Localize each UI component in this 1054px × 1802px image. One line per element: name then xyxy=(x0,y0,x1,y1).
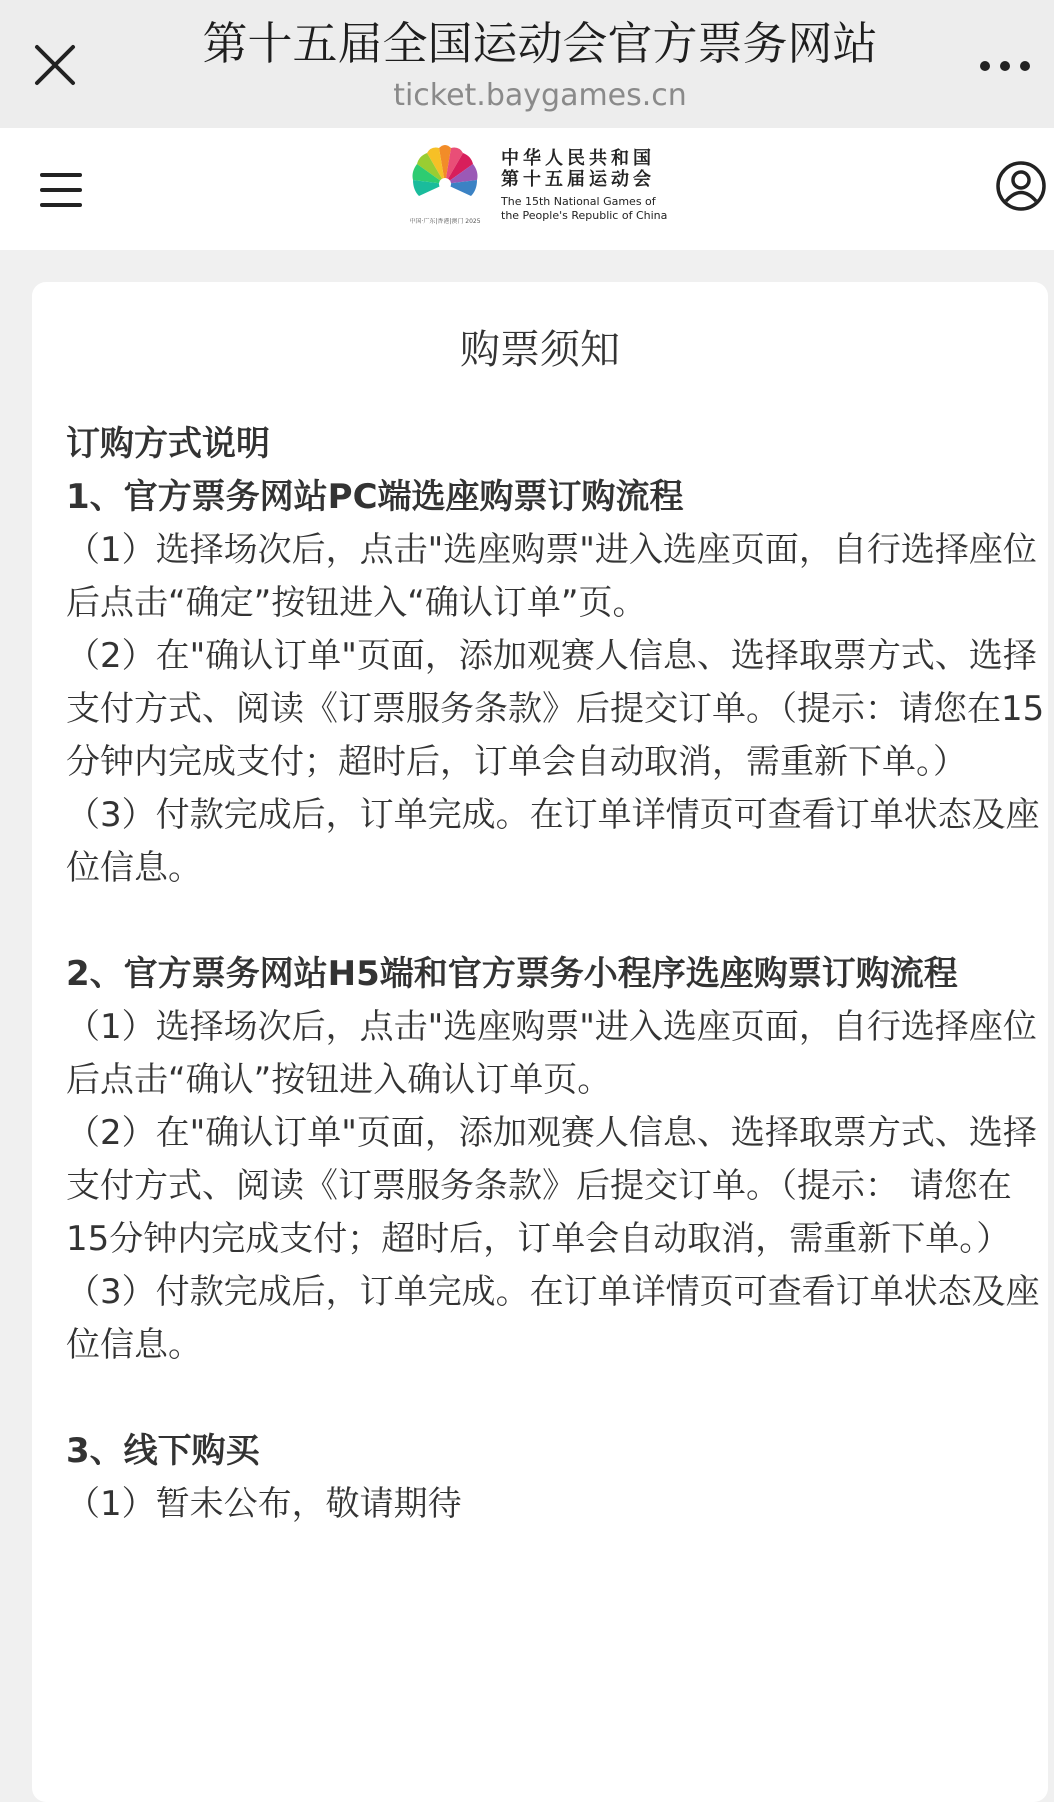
section-3-step-1: （1）暂未公布，敬请期待 xyxy=(66,1484,462,1524)
browser-top-bar xyxy=(0,0,1054,128)
notice-content xyxy=(66,418,1048,1531)
more-button[interactable] xyxy=(975,48,1035,84)
section-3-heading: 3、线下购买 xyxy=(66,1431,260,1471)
section-2-step-3: （3）付款完成后，订单完成。在订单详情页可查看订单状态及座位信息。 xyxy=(66,1272,1040,1365)
section-2-heading: 2、官方票务网站H5端和官方票务小程序选座购票订购流程 xyxy=(66,954,958,994)
close-icon xyxy=(30,40,80,90)
spacer xyxy=(66,895,1048,948)
logo-english-text xyxy=(501,195,667,223)
logo-emblem-icon xyxy=(405,144,485,236)
page-title: 第十五届全国运动会官方票务网站 xyxy=(202,17,878,70)
section-1-step-1: （1）选择场次后，点击"选座购票"进入选座页面，自行选择座位后点击“确定”按钮进入“确认订单”页。 xyxy=(66,530,1037,623)
logo-cn-line2: 第十五届运动会 xyxy=(501,169,655,190)
section-1-heading: 1、官方票务网站PC端选座购票订购流程 xyxy=(66,477,684,517)
user-account-button[interactable] xyxy=(995,160,1047,212)
close-button[interactable] xyxy=(30,40,80,90)
more-icon xyxy=(975,48,1035,84)
page-url: ticket.baygames.cn xyxy=(393,78,687,113)
site-header xyxy=(0,128,1054,250)
logo-subtitle: 中国·广东|香港|澳门 2025 xyxy=(409,218,481,225)
menu-button[interactable] xyxy=(38,170,84,210)
user-account-icon xyxy=(995,160,1047,212)
logo-cn-line1: 中华人民共和国 xyxy=(501,148,655,169)
hamburger-menu-icon xyxy=(38,170,84,210)
ticket-notice-card xyxy=(32,282,1048,1802)
section-2-step-1: （1）选择场次后，点击"选座购票"进入选座页面，自行选择座位后点击“确认”按钮进入确认订单页。 xyxy=(66,1007,1037,1100)
national-games-logo[interactable] xyxy=(405,144,675,236)
logo-en-line2: the People's Republic of China xyxy=(501,209,668,222)
section-2-step-2: （2）在"确认订单"页面，添加观赛人信息、选择取票方式、选择支付方式、阅读《订票服务条款》后提交订单。（提示： 请您在15分钟内完成支付；超时后，订单会自动取消，需重新下单。） xyxy=(66,1113,1037,1259)
section-title: 订购方式说明 xyxy=(66,424,270,464)
logo-en-line1: The 15th National Games of xyxy=(501,195,656,208)
notice-title: 购票须知 xyxy=(460,327,620,373)
section-1-step-3: （3）付款完成后，订单完成。在订单详情页可查看订单状态及座位信息。 xyxy=(66,795,1040,888)
spacer xyxy=(66,1372,1048,1425)
logo-chinese-text xyxy=(501,148,655,190)
section-1-step-2: （2）在"确认订单"页面，添加观赛人信息、选择取票方式、选择支付方式、阅读《订票服务条款》后提交订单。（提示：请您在15分钟内完成支付；超时后，订单会自动取消，需重新下单。） xyxy=(66,636,1045,782)
